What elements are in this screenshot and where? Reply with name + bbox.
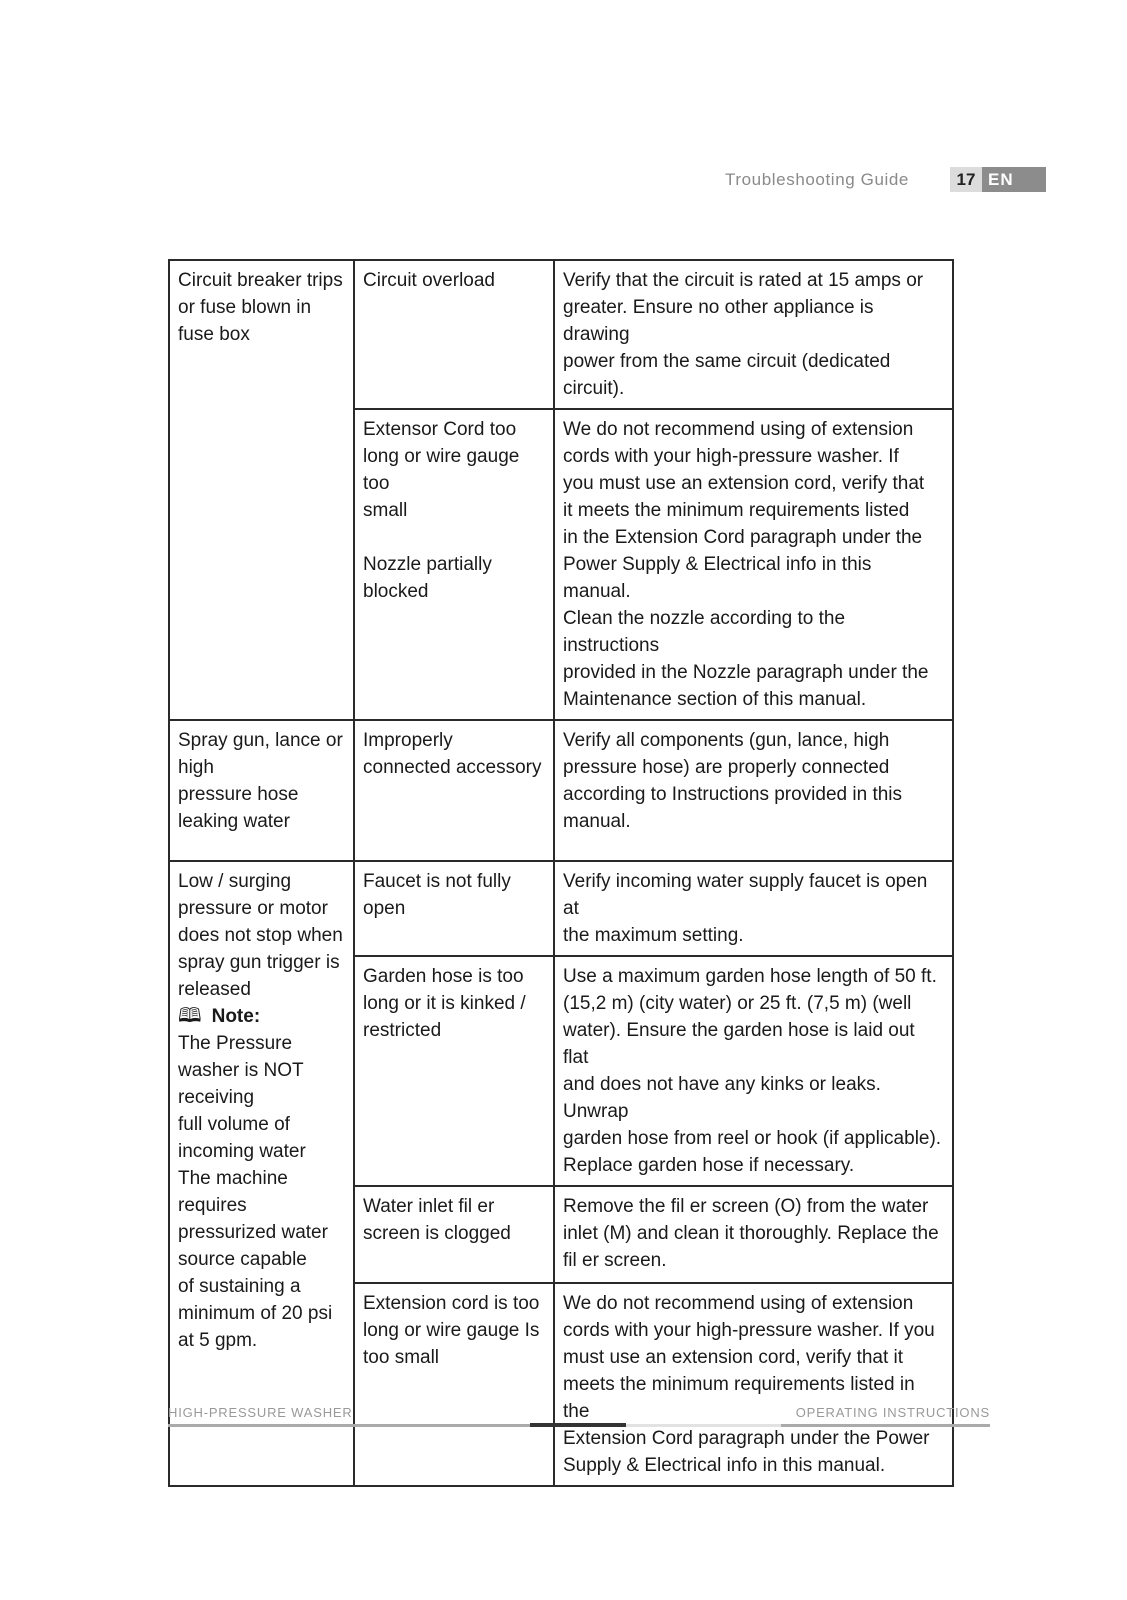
- table-row: [169, 720, 953, 861]
- cause-cell: [354, 409, 554, 720]
- problem-cell: [169, 260, 354, 720]
- footer-document-type: OPERATING INSTRUCTIONS: [795, 1405, 990, 1420]
- footer-rule-light: [626, 1424, 781, 1427]
- cause-text: Improperly connected accessory: [363, 730, 542, 778]
- page-number: 17: [950, 167, 982, 192]
- note-heading: [178, 1003, 345, 1030]
- cause-text: Faucet is not fully open: [363, 871, 511, 919]
- cause-cell: [354, 1283, 554, 1486]
- problem-cell: [169, 720, 354, 861]
- solution-cell: [554, 720, 953, 861]
- note-book-icon: 🕮: [178, 1005, 202, 1027]
- solution-text: Verify that the circuit is rated at 15 amps or greater. Ensure no other appliance is drawing power from the same circuit (dedicated circuit).: [563, 270, 924, 399]
- troubleshooting-table: [168, 259, 954, 1487]
- cause-text: Circuit overload: [363, 270, 495, 291]
- solution-cell: [554, 409, 953, 720]
- footer-product-name: HIGH-PRESSURE WASHER: [168, 1405, 353, 1420]
- footer-rule: [781, 1424, 990, 1427]
- cause-cell: [354, 260, 554, 409]
- cause-cell: [354, 861, 554, 956]
- solution-text: Use a maximum garden hose length of 50 ft. (15,2 m) (city water) or 25 ft. (7,5 m) (well water). Ensure the garden hose is laid out flat and does not have any kinks or leaks. Unwrap garden hose from reel or hook (if applicable). Replace garden hose if necessary.: [563, 966, 942, 1176]
- note-text: The Pressure washer is NOT receiving full volume of incoming water The machine requires pressurized water source capable of sustaining a minimum of 20 psi at 5 gpm.: [178, 1033, 333, 1351]
- solution-text: We do not recommend using of extension cords with your high-pressure washer. If you must use an extension cord, verify that it meets the minimum requirements listed in the Extension Cord paragraph under the Power Supply & Electrical info in this manual. Clean the nozzle according to the instructions provided in the Nozzle paragraph under the Maintenance section of this manual.: [563, 419, 929, 710]
- problem-text: Low / surging pressure or motor does not stop when spray gun trigger is released: [178, 871, 343, 1000]
- page-footer: [168, 1405, 990, 1429]
- solution-cell: [554, 956, 953, 1186]
- table-row: [169, 861, 953, 956]
- solution-text: Verify all components (gun, lance, high pressure hose) are properly connected according to Instructions provided in this manual.: [563, 730, 903, 832]
- solution-cell: [554, 260, 953, 409]
- solution-text: Verify incoming water supply faucet is open at the maximum setting.: [563, 871, 928, 946]
- cause-cell: [354, 1186, 554, 1283]
- problem-text: Circuit breaker trips or fuse blown in fuse box: [178, 270, 343, 345]
- solution-text: We do not recommend using of extension cords with your high-pressure washer. If you must use an extension cord, verify that it meets the minimum requirements listed in the Extension Cord paragraph under the Power Supply & Electrical info in this manual.: [563, 1293, 935, 1476]
- problem-text: Spray gun, lance or high pressure hose leaking water: [178, 730, 343, 832]
- cause-cell: [354, 956, 554, 1186]
- cause-text: Extension cord is too long or wire gauge Is too small: [363, 1293, 540, 1368]
- solution-text: Remove the fil er screen (O) from the water inlet (M) and clean it thoroughly. Replace the fil er screen.: [563, 1196, 939, 1271]
- cause-cell: [354, 720, 554, 861]
- note-label: Note:: [211, 1006, 261, 1027]
- language-badge: EN: [982, 167, 1046, 192]
- table-row: [169, 260, 953, 409]
- solution-cell: [554, 1283, 953, 1486]
- footer-rule-accent: [530, 1423, 626, 1427]
- solution-cell: [554, 1186, 953, 1283]
- cause-text: Extensor Cord too long or wire gauge too small Nozzle partially blocked: [363, 419, 520, 602]
- problem-cell: [169, 861, 354, 1486]
- solution-cell: [554, 861, 953, 956]
- page-header: [0, 167, 1127, 193]
- cause-text: Garden hose is too long or it is kinked / restricted: [363, 966, 526, 1041]
- section-title: Troubleshooting Guide: [725, 170, 909, 189]
- footer-rule: [168, 1424, 530, 1427]
- cause-text: Water inlet fil er screen is clogged: [363, 1196, 511, 1244]
